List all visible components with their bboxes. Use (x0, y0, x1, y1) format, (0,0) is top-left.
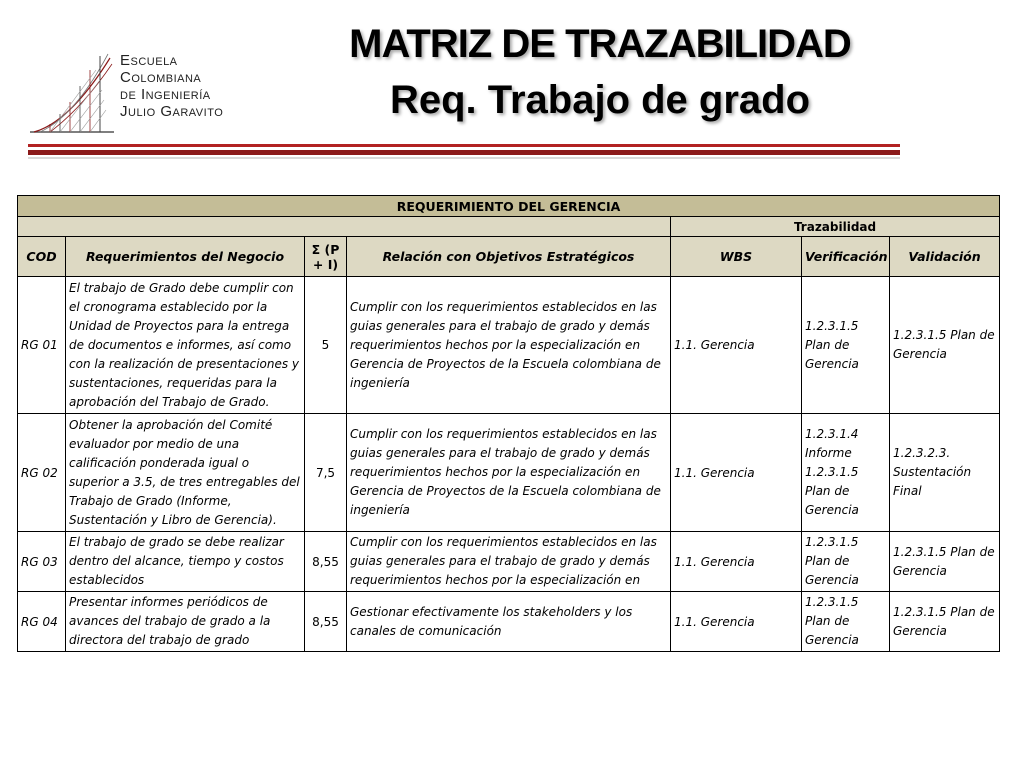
cell-relacion: Gestionar efectivamente los stakeholders y los canales de comunicación (347, 592, 671, 652)
cell-verificacion: 1.2.3.1.5 Plan de Gerencia (802, 532, 890, 592)
main-header: REQUERIMIENTO DEL GERENCIA (18, 196, 1000, 217)
cell-sigma: 7,5 (305, 414, 347, 532)
cell-cod: RG 03 (18, 532, 66, 592)
cell-verificacion: 1.2.3.1.4 Informe 1.2.3.1.5 Plan de Gerencia (802, 414, 890, 532)
cell-requerimiento: Obtener la aprobación del Comité evaluador por medio de una calificación ponderada igual o superior a 3.5, de tres entregables del Trabajo de Grado (Informe, Sustentación y Libro de Gerencia). (66, 414, 305, 532)
cell-verificacion: 1.2.3.1.5 Plan de Gerencia (802, 592, 890, 652)
trazabilidad-spacer (18, 217, 671, 237)
logo-line-4: Julio Garavito (120, 103, 224, 120)
cell-validacion: 1.2.3.1.5 Plan de Gerencia (890, 532, 1000, 592)
logo-line-3: de Ingeniería (120, 86, 211, 103)
col-header-sigma: Σ (P + I) (305, 237, 347, 277)
trazabilidad-header: Trazabilidad (671, 217, 1000, 237)
cell-cod: RG 04 (18, 592, 66, 652)
cell-cod: RG 01 (18, 277, 66, 414)
cell-relacion: Cumplir con los requerimientos establecidos en las guias generales para el trabajo de grado y demás requerimientos hechos por la especialización en Gerencia de Proyectos de la Escuela colombiana de ingeniería (347, 414, 671, 532)
cell-validacion: 1.2.3.1.5 Plan de Gerencia (890, 277, 1000, 414)
page-title-line-2: Req. Trabajo de grado (389, 78, 811, 122)
cell-wbs: 1.1. Gerencia (671, 532, 802, 592)
logo-text (120, 52, 223, 120)
col-header-cod: COD (18, 237, 66, 277)
cell-wbs: 1.1. Gerencia (671, 414, 802, 532)
page-title-line-1: MATRIZ DE TRAZABILIDAD (349, 22, 851, 66)
col-header-wbs: WBS (671, 237, 802, 277)
cell-relacion: Cumplir con los requerimientos establecidos en las guias generales para el trabajo de grado y demás requerimientos hechos por la especialización en Gerencia de Proyectos de la Escuela colombiana de ingeniería (347, 277, 671, 414)
table-row (18, 277, 1000, 414)
cell-cod: RG 02 (18, 414, 66, 532)
cell-requerimiento: Presentar informes periódicos de avances del trabajo de grado a la directora del trabajo de grado (66, 592, 305, 652)
divider-line (28, 157, 900, 159)
logo-graphic-icon (30, 50, 115, 135)
cell-sigma: 8,55 (305, 532, 347, 592)
divider-line (28, 144, 900, 147)
cell-relacion: Cumplir con los requerimientos establecidos en las guias generales para el trabajo de grado y demás requerimientos hechos por la especialización en (347, 532, 671, 592)
logo-line-1: Escuela (120, 52, 178, 69)
col-header-verificacion: Verificación (802, 237, 890, 277)
cell-validacion: 1.2.3.2.3. Sustentación Final (890, 414, 1000, 532)
cell-sigma: 8,55 (305, 592, 347, 652)
traceability-matrix (17, 195, 1000, 652)
cell-wbs: 1.1. Gerencia (671, 277, 802, 414)
university-logo (30, 50, 270, 140)
cell-wbs: 1.1. Gerencia (671, 592, 802, 652)
cell-verificacion: 1.2.3.1.5 Plan de Gerencia (802, 277, 890, 414)
col-header-relacion: Relación con Objetivos Estratégicos (347, 237, 671, 277)
table-row (18, 532, 1000, 592)
col-header-validacion: Validación (890, 237, 1000, 277)
col-header-requerimientos: Requerimientos del Negocio (66, 237, 305, 277)
table-row (18, 592, 1000, 652)
table-row (18, 414, 1000, 532)
cell-requerimiento: El trabajo de Grado debe cumplir con el cronograma establecido por la Unidad de Proyectos para la entrega de documentos e informes, así como con la realización de presentaciones y sustentaciones, requeridas para la aprobación del Trabajo de Grado. (66, 277, 305, 414)
divider-line (28, 150, 900, 155)
cell-requerimiento: El trabajo de grado se debe realizar dentro del alcance, tiempo y costos establecidos (66, 532, 305, 592)
cell-validacion: 1.2.3.1.5 Plan de Gerencia (890, 592, 1000, 652)
logo-line-2: Colombiana (120, 69, 202, 86)
cell-sigma: 5 (305, 277, 347, 414)
